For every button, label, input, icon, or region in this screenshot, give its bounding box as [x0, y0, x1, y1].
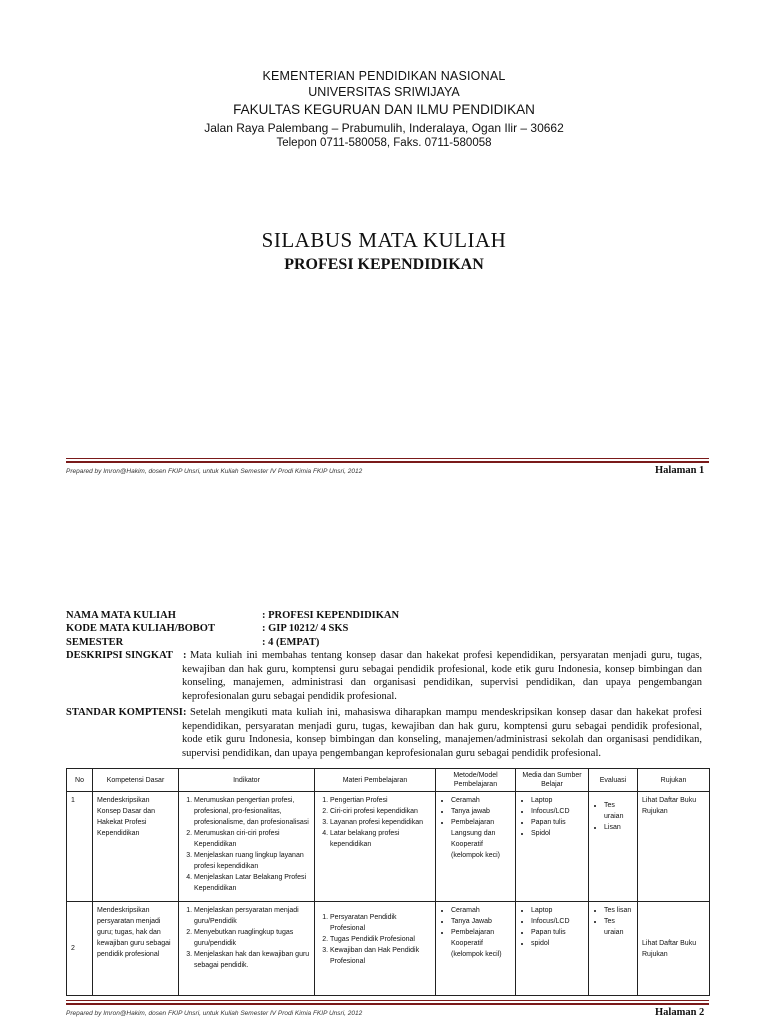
- list-item: • spidol: [531, 938, 584, 949]
- list-item: • Papan tulis: [531, 927, 584, 938]
- faculty-name: FAKULTAS KEGURUAN DAN ILMU PENDIDIKAN: [233, 102, 535, 117]
- references: Lihat Daftar Buku Rujukan: [638, 902, 710, 996]
- list-item: • Infocus/LCD: [531, 916, 584, 927]
- list-item: 3. Menjelaskan hak dan kewajiban guru sebagai pendidik.: [194, 949, 310, 971]
- footer-rule-top: [66, 458, 709, 459]
- list-item: • Pembelajaran Kooperatif (kelompok kecil): [451, 927, 511, 960]
- list-item: • Papan tulis: [531, 817, 584, 828]
- list-item: 1. Pengertian Profesi: [330, 795, 431, 806]
- list-item: 3. Kewajiban dan Hak Pendidik Profesional: [330, 945, 431, 967]
- standard-competence-label: STANDAR KOMPTENSI: [66, 707, 183, 718]
- learning-methods: [436, 902, 516, 996]
- list-item: 3. Menjelaskan ruang lingkup layanan profesi kependidikan: [194, 850, 310, 872]
- list-item: 2. Tugas Pendidik Profesional: [330, 934, 431, 945]
- list-item: • Ceramah: [451, 795, 511, 806]
- table-row: [67, 792, 710, 902]
- column-header: Metode/Model Pembelajaran: [436, 769, 516, 792]
- column-header: Evaluasi: [589, 769, 638, 792]
- row-number: 2: [67, 902, 93, 996]
- footer-note: Prepared by Imron@Hakim, dosen FKIP Unsri, untuk Kuliah Semester IV Prodi Kimia FKIP Unsri, 2012: [66, 1010, 363, 1017]
- row-number: 1: [67, 792, 93, 902]
- course-name-value: : PROFESI KEPENDIDIKAN: [262, 610, 400, 621]
- course-name-label: NAMA MATA KULIAH: [66, 610, 176, 621]
- standard-competence-text: Setelah mengikuti mata kuliah ini, mahasiswa diharapkan mampu mendeskripsikan konsep dasar dan hakekat profesi kependidikan, persyaratan menjadi guru, tugas, kewajiban dan hak guru, komptensi guru sebagai pendidik profesional, kode etik guru Indonesia, konsep bimbingan dan konseling, manajemen/administrasi sekolah dan organisasi pendidikan, supervisi pendidikan, dan upaya pengembangan keprofesionalan guru sebagai pendidik profesional.: [182, 707, 702, 759]
- indicators: [179, 902, 315, 996]
- list-item: 4. Latar belakang profesi kependidikan: [330, 828, 431, 850]
- column-header: Kompetensi Dasar: [93, 769, 179, 792]
- list-item: • Laptop: [531, 795, 584, 806]
- list-item: • Tes lisan: [604, 905, 633, 916]
- syllabus-table: [66, 768, 710, 996]
- list-item: • Ceramah: [451, 905, 511, 916]
- evaluation: [589, 792, 638, 902]
- list-item: • Laptop: [531, 905, 584, 916]
- list-item: 1. Menjelaskan persyaratan menjadi guru/Pendidik: [194, 905, 310, 927]
- column-header: Rujukan: [638, 769, 710, 792]
- learning-media: [516, 792, 589, 902]
- standard-competence-colon: :: [183, 707, 187, 718]
- list-item: • Tes uraian: [604, 800, 633, 822]
- list-item: • Tanya Jawab: [451, 916, 511, 927]
- learning-methods: [436, 792, 516, 902]
- column-header: Indikator: [179, 769, 315, 792]
- description-colon: :: [183, 650, 187, 661]
- address-line: Jalan Raya Palembang – Prabumulih, Inderalaya, Ogan Ilir – 30662: [204, 121, 564, 135]
- footer-rule-bottom: [66, 461, 709, 463]
- learning-media: [516, 902, 589, 996]
- indicators: [179, 792, 315, 902]
- description-label: DESKRIPSI SINGKAT: [66, 650, 173, 661]
- column-header: No: [67, 769, 93, 792]
- list-item: 3. Layanan profesi kependidikan: [330, 817, 431, 828]
- phone-line: Telepon 0711-580058, Faks. 0711-580058: [276, 137, 492, 149]
- table-row: [67, 902, 710, 996]
- column-header: Materi Pembelajaran: [315, 769, 436, 792]
- page-number: Halaman 2: [655, 1007, 705, 1018]
- course-subtitle: PROFESI KEPENDIDIKAN: [284, 256, 484, 273]
- footer-rule-top: [66, 1000, 709, 1001]
- list-item: 1. Merumuskan pengertian profesi, profesional, pro-fesionalitas, profesionalisme, dan profesionalisasi: [194, 795, 310, 828]
- course-code-value: : GIP 10212/ 4 SKS: [262, 623, 349, 634]
- page-number: Halaman 1: [655, 465, 705, 476]
- semester-value: : 4 (EMPAT): [262, 637, 320, 648]
- list-item: • Lisan: [604, 822, 633, 833]
- basic-competence: Mendeskripsikan Konsep Dasar dan Hakekat Profesi Kependidikan: [93, 792, 179, 902]
- basic-competence: Mendeskripsikan persyaratan menjadi guru; tugas, hak dan kewajiban guru sebagai pendidik profesional: [93, 902, 179, 996]
- evaluation: [589, 902, 638, 996]
- list-item: 2. Merumuskan ciri-ciri profesi Kependidikan: [194, 828, 310, 850]
- list-item: 1. Persyaratan Pendidik Profesional: [330, 912, 431, 934]
- description-text: Mata kuliah ini membahas tentang konsep dasar dan hakekat profesi kependidikan, persyaratan menjadi guru, tugas, kewajiban dan hak guru, komptensi guru sebagai pendidik profesional, kode etik guru Indonesia, konsep bimbingan dan konseling, manajemen, administrasi dan organisasi pendidikan, supervisi pendidikan, dan upaya pengembangan keprofesionalan guru sebagai pendidik profesional.: [182, 650, 702, 702]
- course-code-label: KODE MATA KULIAH/BOBOT: [66, 623, 215, 634]
- footer-note: Prepared by Imron@Hakim, dosen FKIP Unsri, untuk Kuliah Semester IV Prodi Kimia FKIP Unsri, 2012: [66, 468, 363, 475]
- learning-materials: [315, 792, 436, 902]
- table-header-row: [67, 769, 710, 792]
- semester-label: SEMESTER: [66, 637, 124, 648]
- list-item: 2. Menyebutkan ruaglingkup tugas guru/pendidik: [194, 927, 310, 949]
- ministry-name: KEMENTERIAN PENDIDIKAN NASIONAL: [262, 69, 506, 83]
- list-item: • Spidol: [531, 828, 584, 839]
- list-item: • Pembelajaran Langsung dan Kooperatif (kelompok keci): [451, 817, 511, 861]
- footer-rule-bottom: [66, 1003, 709, 1005]
- list-item: 2. Ciri-ciri profesi kependidikan: [330, 806, 431, 817]
- list-item: • Infocus/LCD: [531, 806, 584, 817]
- learning-materials: [315, 902, 436, 996]
- university-name: UNIVERSITAS SRIWIJAYA: [308, 85, 460, 99]
- list-item: • Tes uraian: [604, 916, 633, 938]
- list-item: 4. Menjelaskan Latar Belakang Profesi Kependidikan: [194, 872, 310, 894]
- references: Lihat Daftar Buku Rujukan: [638, 792, 710, 902]
- column-header: Media dan Sumber Belajar: [516, 769, 589, 792]
- document-title: SILABUS MATA KULIAH: [261, 228, 507, 252]
- list-item: • Tanya jawab: [451, 806, 511, 817]
